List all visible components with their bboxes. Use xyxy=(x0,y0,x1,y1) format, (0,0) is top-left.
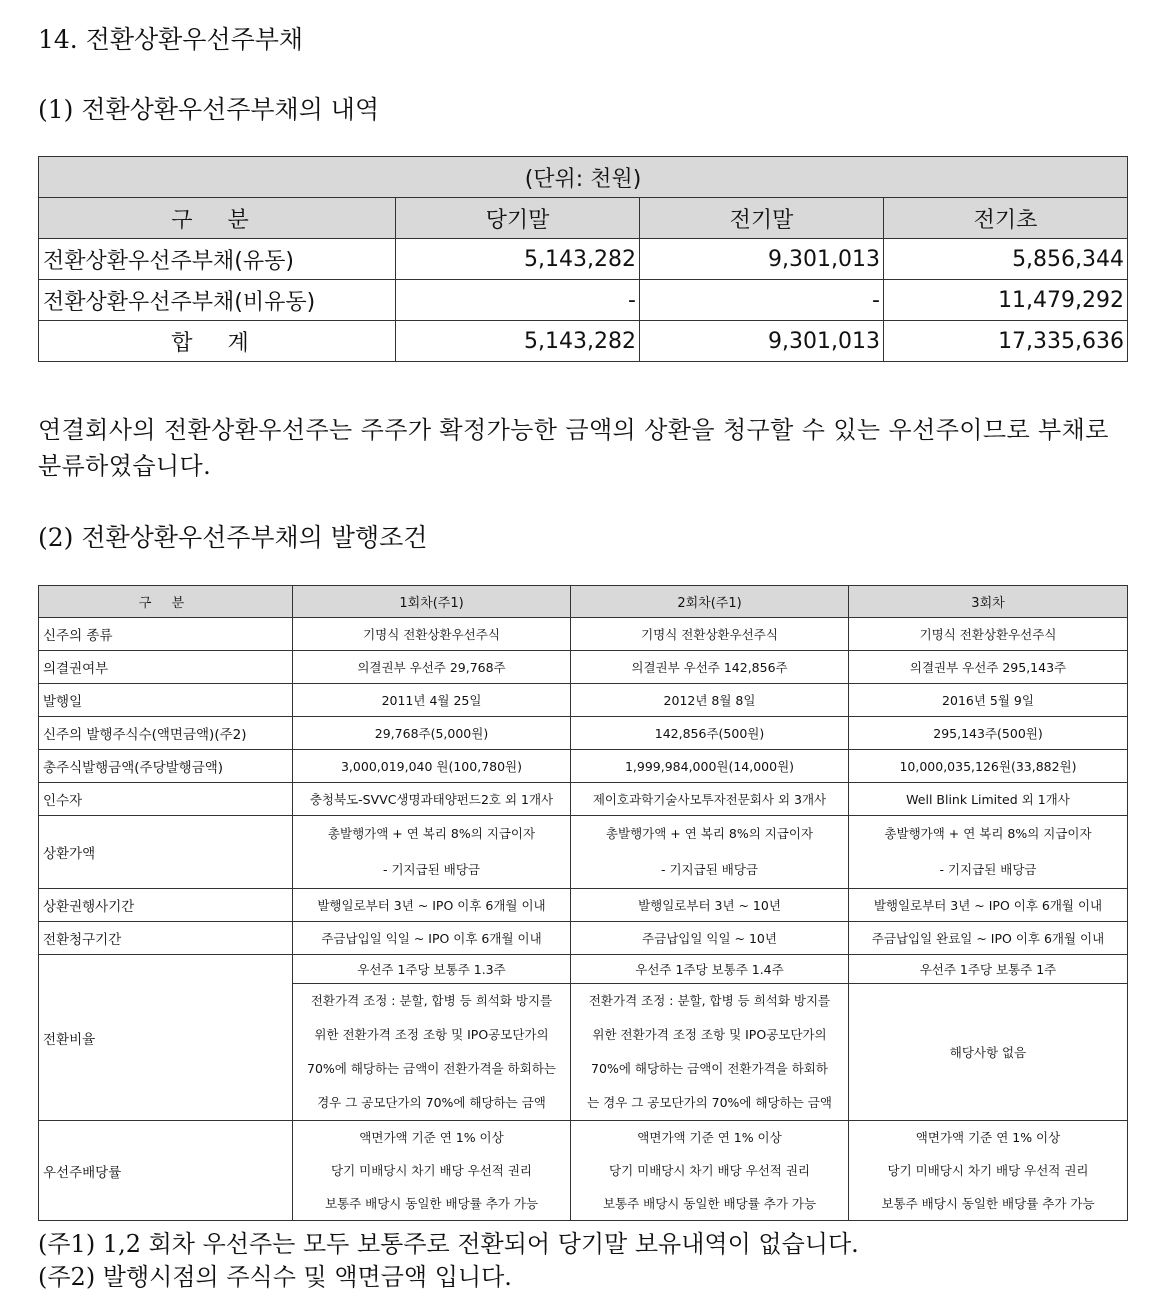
cell-value: 2016년 5월 9일 xyxy=(849,684,1128,717)
row-label: 전환청구기간 xyxy=(39,922,293,955)
cell-value xyxy=(293,816,571,889)
cell-value: 295,143주(500원) xyxy=(849,717,1128,750)
cell-value: 우선주 1주당 보통주 1주 xyxy=(849,955,1128,984)
classification-paragraph: 연결회사의 전환상환우선주는 주주가 확정가능한 금액의 상환을 청구할 수 있는 우선주이므로 부채로 분류하였습니다. xyxy=(38,416,1109,480)
cell-line: 액면가액 기준 연 1% 이상 xyxy=(359,1130,504,1145)
cell-value: 9,301,013 xyxy=(640,321,884,362)
cell-line: 총발행가액 + 연 복리 8%의 지급이자 xyxy=(327,826,536,841)
cell-line: 경우 그 공모단가의 70%에 해당하는 금액 xyxy=(317,1095,546,1110)
table-row xyxy=(39,651,1128,684)
cell-value: 5,856,344 xyxy=(884,239,1128,280)
unit-label: (단위: 천원) xyxy=(39,157,1128,198)
cell-line: - 기지급된 배당금 xyxy=(661,862,758,877)
cell-line: 액면가액 기준 연 1% 이상 xyxy=(637,1130,782,1145)
row-label: 의결권여부 xyxy=(39,651,293,684)
subsection-title-1: (1) 전환상환우선주부채의 내역 xyxy=(38,95,380,124)
cell-value: 우선주 1주당 보통주 1.3주 xyxy=(293,955,571,984)
footnote: (주1) 1,2 회차 우선주는 모두 보통주로 전환되어 당기말 보유내역이 없습니다. xyxy=(38,1230,859,1258)
cell-line: 전환가격 조정 : 분할, 합병 등 희석화 방지를 xyxy=(310,993,553,1008)
cell-value: 5,143,282 xyxy=(396,239,640,280)
table-row xyxy=(39,280,1128,321)
table-header-row xyxy=(39,586,1128,618)
table-row xyxy=(39,889,1128,922)
cell-line: 보통주 배당시 동일한 배당률 추가 가능 xyxy=(881,1196,1095,1211)
row-label: 신주의 발행주식수(액면금액)(주2) xyxy=(39,717,293,750)
table-header-row xyxy=(39,198,1128,239)
cell-value: 2012년 8월 8일 xyxy=(571,684,849,717)
cell-value: 주금납입일 익일 ~ 10년 xyxy=(571,922,849,955)
cell-value: 의결권부 우선주 295,143주 xyxy=(849,651,1128,684)
col-header: 1회차(주1) xyxy=(293,586,571,618)
liability-summary-table xyxy=(38,156,1128,362)
cell-value: 주금납입일 완료일 ~ IPO 이후 6개월 이내 xyxy=(849,922,1128,955)
row-label: 전환상환우선주부채(유동) xyxy=(39,239,396,280)
col-header: 구 분 xyxy=(39,198,396,239)
cell-line: - 기지급된 배당금 xyxy=(383,862,480,877)
cell-value xyxy=(293,1121,571,1221)
table-row xyxy=(39,783,1128,816)
cell-line: 보통주 배당시 동일한 배당률 추가 가능 xyxy=(324,1196,539,1211)
col-header: 전기초 xyxy=(884,198,1128,239)
cell-line: 총발행가액 + 연 복리 8%의 지급이자 xyxy=(605,826,814,841)
row-label: 전환상환우선주부채(비유동) xyxy=(39,280,396,321)
row-label: 총주식발행금액(주당발행금액) xyxy=(39,750,293,783)
cell-line: 총발행가액 + 연 복리 8%의 지급이자 xyxy=(884,826,1092,841)
cell-value xyxy=(849,816,1128,889)
cell-line: 전환가격 조정 : 분할, 합병 등 희석화 방지를 xyxy=(588,993,831,1008)
row-label: 상환권행사기간 xyxy=(39,889,293,922)
cell-line: 액면가액 기준 연 1% 이상 xyxy=(915,1130,1061,1145)
table-row xyxy=(39,239,1128,280)
col-header: 전기말 xyxy=(640,198,884,239)
table-row xyxy=(39,618,1128,651)
col-header: 구 분 xyxy=(39,586,293,618)
cell-value xyxy=(293,984,571,1121)
cell-value: 의결권부 우선주 142,856주 xyxy=(571,651,849,684)
cell-value: - xyxy=(396,280,640,321)
cell-value: 기명식 전환상환우선주식 xyxy=(571,618,849,651)
cell-value: 제이호과학기술사모투자전문회사 외 3개사 xyxy=(571,783,849,816)
row-label: 발행일 xyxy=(39,684,293,717)
cell-line: - 기지급된 배당금 xyxy=(939,862,1037,877)
total-row xyxy=(39,321,1128,362)
footnote: (주2) 발행시점의 주식수 및 액면금액 입니다. xyxy=(38,1263,512,1291)
col-header: 2회차(주1) xyxy=(571,586,849,618)
cell-value: 9,301,013 xyxy=(640,239,884,280)
row-label: 신주의 종류 xyxy=(39,618,293,651)
row-label: 상환가액 xyxy=(39,816,293,889)
section-title: 14. 전환상환우선주부채 xyxy=(38,25,304,54)
table-row xyxy=(39,922,1128,955)
cell-line: 70%에 해당하는 금액이 전환가격을 하회하 xyxy=(591,1061,828,1076)
cell-value: Well Blink Limited 외 1개사 xyxy=(849,783,1128,816)
col-header: 3회차 xyxy=(849,586,1128,618)
dividend-row xyxy=(39,1121,1128,1221)
cell-value xyxy=(571,984,849,1121)
cell-value: 3,000,019,040 원(100,780원) xyxy=(293,750,571,783)
cell-value: 우선주 1주당 보통주 1.4주 xyxy=(571,955,849,984)
issuance-terms-table xyxy=(38,585,1128,1221)
cell-value: - xyxy=(640,280,884,321)
cell-value xyxy=(849,1121,1128,1221)
cell-value: 17,335,636 xyxy=(884,321,1128,362)
conversion-row-top xyxy=(39,955,1128,984)
table-row xyxy=(39,717,1128,750)
cell-value: 발행일로부터 3년 ~ 10년 xyxy=(571,889,849,922)
cell-value: 5,143,282 xyxy=(396,321,640,362)
cell-line: 70%에 해당하는 금액이 전환가격을 하회하는 xyxy=(307,1061,556,1076)
cell-value: 발행일로부터 3년 ~ IPO 이후 6개월 이내 xyxy=(293,889,571,922)
cell-value: 2011년 4월 25일 xyxy=(293,684,571,717)
row-label: 우선주배당률 xyxy=(39,1121,293,1221)
cell-value: 1,999,984,000원(14,000원) xyxy=(571,750,849,783)
table-row xyxy=(39,684,1128,717)
cell-value: 142,856주(500원) xyxy=(571,717,849,750)
cell-value: 의결권부 우선주 29,768주 xyxy=(293,651,571,684)
row-label: 합 계 xyxy=(39,321,396,362)
col-header: 당기말 xyxy=(396,198,640,239)
cell-value: 해당사항 없음 xyxy=(849,984,1128,1121)
cell-value: 기명식 전환상환우선주식 xyxy=(293,618,571,651)
cell-value: 충청북도-SVVC생명과태양펀드2호 외 1개사 xyxy=(293,783,571,816)
cell-value: 기명식 전환상환우선주식 xyxy=(849,618,1128,651)
cell-line: 당기 미배당시 차기 배당 우선적 권리 xyxy=(887,1163,1089,1178)
subsection-title-2: (2) 전환상환우선주부채의 발행조건 xyxy=(38,523,428,552)
cell-value: 10,000,035,126원(33,882원) xyxy=(849,750,1128,783)
cell-line: 위한 전환가격 조정 조항 및 IPO공모단가의 xyxy=(592,1027,827,1042)
cell-line: 당기 미배당시 차기 배당 우선적 권리 xyxy=(609,1163,810,1178)
cell-line: 당기 미배당시 차기 배당 우선적 권리 xyxy=(331,1163,532,1178)
cell-value: 발행일로부터 3년 ~ IPO 이후 6개월 이내 xyxy=(849,889,1128,922)
cell-value xyxy=(571,816,849,889)
cell-value: 11,479,292 xyxy=(884,280,1128,321)
cell-value: 29,768주(5,000원) xyxy=(293,717,571,750)
table-row xyxy=(39,750,1128,783)
footnotes xyxy=(38,1228,859,1294)
cell-line: 보통주 배당시 동일한 배당률 추가 가능 xyxy=(602,1196,817,1211)
row-label: 인수자 xyxy=(39,783,293,816)
cell-value: 주금납입일 익일 ~ IPO 이후 6개월 이내 xyxy=(293,922,571,955)
redemption-row xyxy=(39,816,1128,889)
cell-line: 는 경우 그 공모단가의 70%에 해당하는 금액 xyxy=(587,1095,832,1110)
cell-value xyxy=(571,1121,849,1221)
cell-line: 위한 전환가격 조정 조항 및 IPO공모단가의 xyxy=(314,1027,549,1042)
row-label: 전환비율 xyxy=(39,955,293,1121)
